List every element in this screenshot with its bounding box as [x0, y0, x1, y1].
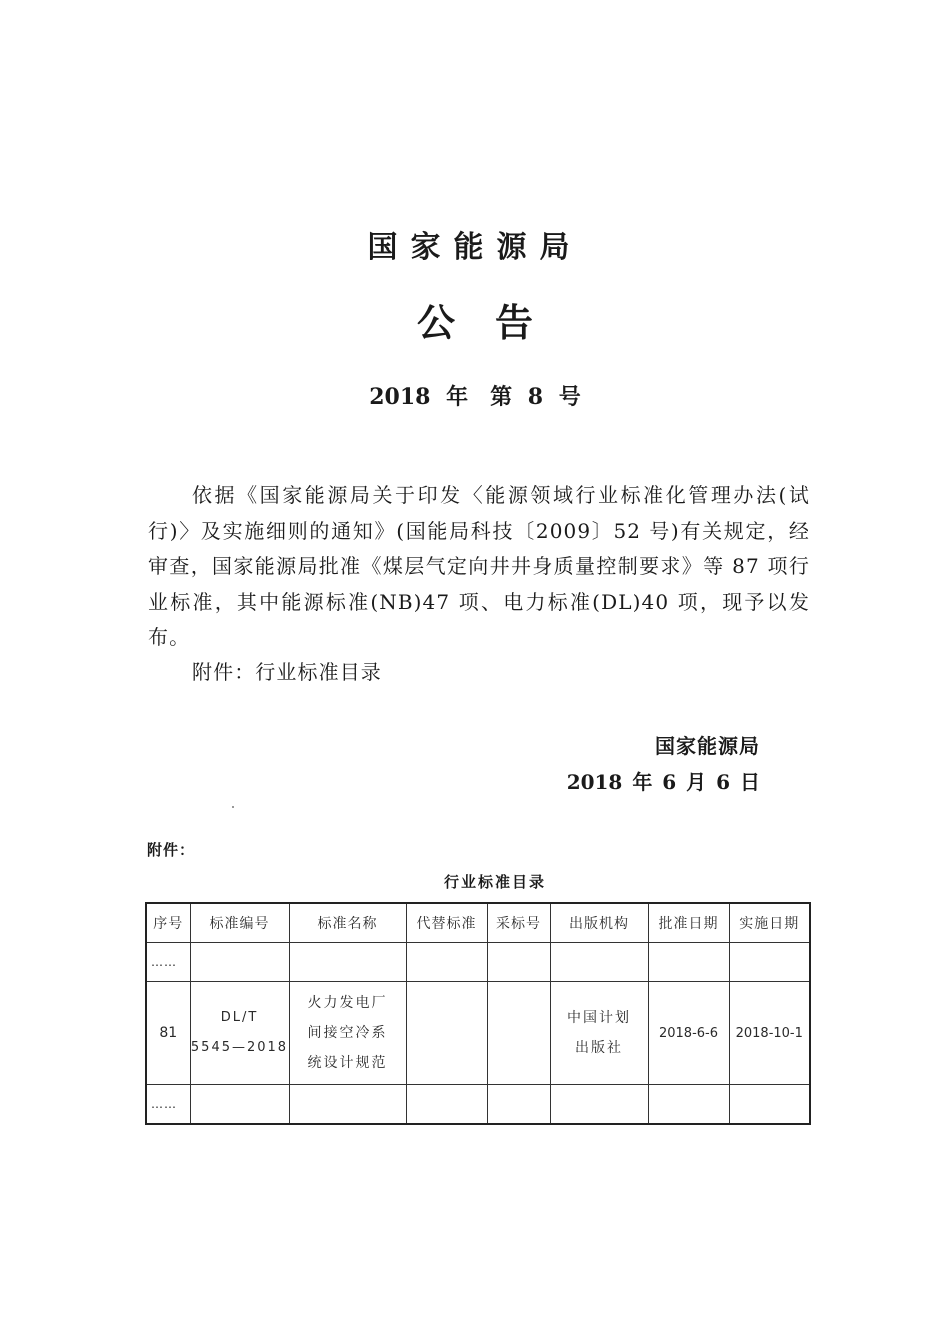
col-header-effective-date: 实施日期: [729, 903, 810, 943]
name-line: 统设计规范: [307, 1055, 388, 1071]
table-title: 行业标准目录: [443, 873, 546, 891]
cell-seq: ……: [146, 943, 190, 982]
cell-publisher: [550, 1085, 648, 1125]
col-header-adopted: 采标号: [487, 903, 550, 943]
cell-name: [289, 943, 406, 982]
cell-effective-date: 2018-10-1: [729, 982, 810, 1085]
issuer-title: 国家能源局: [367, 230, 583, 265]
cell-adopted: [487, 943, 550, 982]
announcement-paragraph: 依据《国家能源局关于印发〈能源领域行业标准化管理办法(试行)〉及实施细则的通知》(国能局科技〔2009〕52 号)有关规定，经审查，国家能源局批准《煤层气定向井井身质量控制要求》等 87 项行业标准，其中能源标准(NB)47 项、电力标准(DL)40 项，现予以发布。: [148, 483, 810, 649]
code-line: 5545—2018: [190, 1040, 289, 1055]
col-header-name: 标准名称: [289, 903, 406, 943]
table-row: [146, 982, 810, 1085]
publisher-line: 中国计划: [567, 1010, 631, 1026]
cell-publisher: [550, 943, 648, 982]
cell-adopted: [487, 982, 550, 1085]
cell-publisher: [550, 982, 648, 1085]
document-type-title: 公告: [416, 301, 573, 345]
cell-approval-date: [648, 1085, 729, 1125]
cell-approval-date: [648, 943, 729, 982]
cell-code: [190, 1085, 289, 1125]
cell-code: [190, 982, 289, 1085]
cell-code: [190, 943, 289, 982]
cell-adopted: [487, 1085, 550, 1125]
cell-seq: ……: [146, 1085, 190, 1125]
attachment-label: 附件：: [147, 841, 196, 859]
name-line: 间接空冷系: [307, 1025, 388, 1041]
col-header-approval-date: 批准日期: [648, 903, 729, 943]
cell-effective-date: [729, 943, 810, 982]
cell-replaces: [406, 1085, 487, 1125]
issue-number: 2018 年 第 8 号: [369, 384, 581, 410]
name-line: 火力发电厂: [307, 995, 388, 1011]
table-row: [146, 1085, 810, 1125]
standards-table: [145, 902, 811, 1125]
cell-seq: 81: [146, 982, 190, 1085]
scan-speck: [232, 806, 234, 808]
code-line: DL/T: [220, 1010, 259, 1025]
publisher-line: 出版社: [575, 1040, 623, 1056]
cell-effective-date: [729, 1085, 810, 1125]
col-header-seq: 序号: [146, 903, 190, 943]
attachment-note: 附件：行业标准目录: [192, 660, 382, 684]
col-header-replaces: 代替标准: [406, 903, 487, 943]
signature-date: 2018 年 6 月 6 日: [566, 770, 760, 794]
signature-org: 国家能源局: [655, 734, 760, 758]
cell-name: [289, 1085, 406, 1125]
cell-replaces: [406, 943, 487, 982]
col-header-publisher: 出版机构: [550, 903, 648, 943]
table-row: [146, 943, 810, 982]
cell-name: [289, 982, 406, 1085]
table-header-row: [146, 903, 810, 943]
cell-replaces: [406, 982, 487, 1085]
cell-approval-date: 2018-6-6: [648, 982, 729, 1085]
col-header-code: 标准编号: [190, 903, 289, 943]
